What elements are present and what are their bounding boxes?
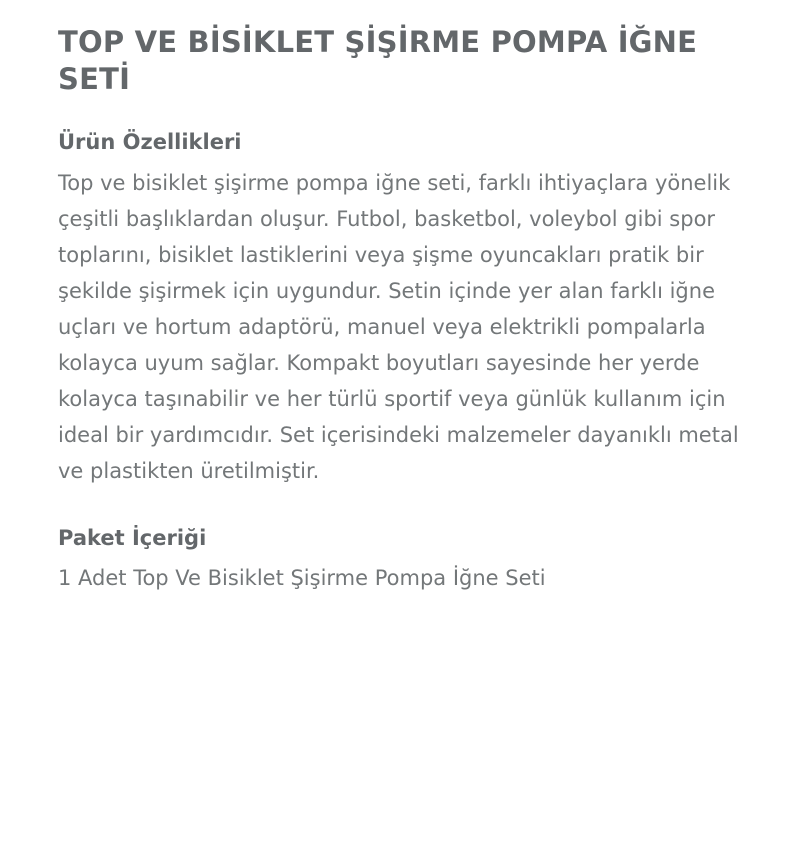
package-contents-text: 1 Adet Top Ve Bisiklet Şişirme Pompa İğne Seti [58, 565, 546, 590]
features-heading: Ürün Özellikleri [58, 130, 242, 155]
features-text: Top ve bisiklet şişirme pompa iğne seti, farklı ihtiyaçlara yönelik çeşitli başlıklardan oluşur. Futbol, basketbol, voleybol gibi spor toplarını, bisiklet lastiklerini veya şişme oyuncakları pratik bir şekilde şişirmek için uygundur. Setin içinde yer alan farklı iğne uçları ve hortum adaptörü, manuel veya elektrikli pompalarla kolayca uyum sağlar. Kompakt boyutları sayesinde her yerde kolayca taşınabilir ve her türlü sportif veya günlük kullanım için ideal bir yardımcıdır. Set içerisindeki malzemeler dayanıklı metal ve plastikten üretilmiştir. [58, 170, 739, 484]
section-spacer [58, 490, 751, 524]
page-title: TOP VE BİSİKLET ŞİŞİRME POMPA İĞNE SETİ [58, 25, 698, 97]
package-contents-heading: Paket İçeriği [58, 525, 207, 550]
